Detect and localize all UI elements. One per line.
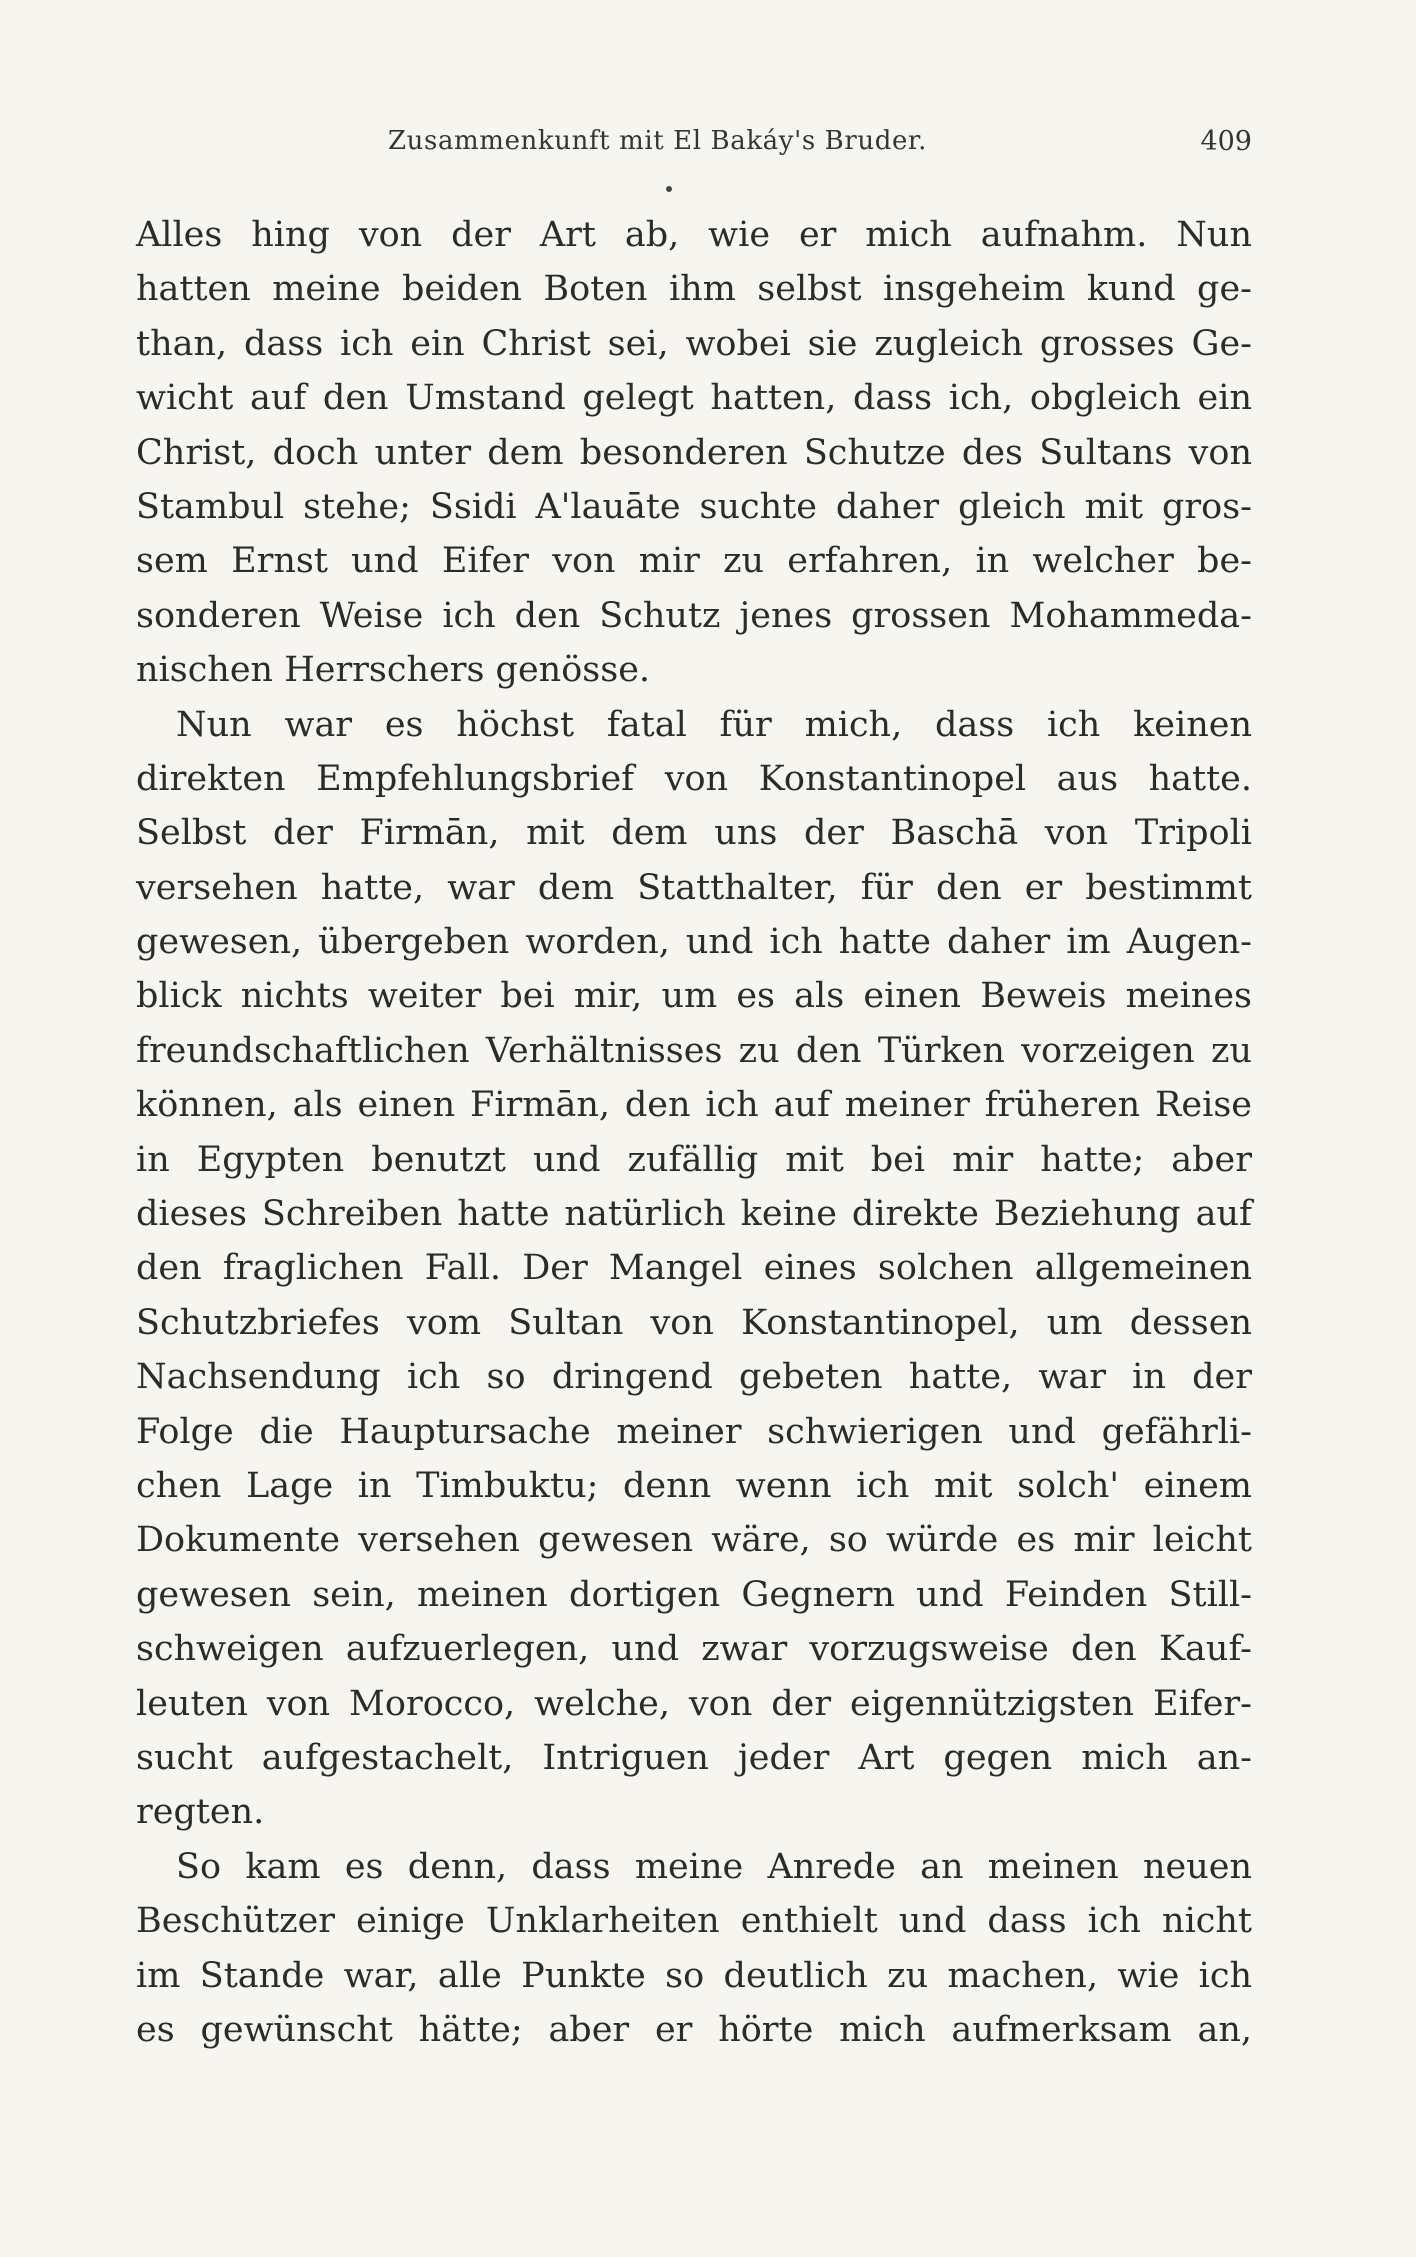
paragraph-start-line: Nun war es höchst fatal für mich, dass ich keinen — [176, 704, 1252, 745]
text-line: nischen Herrschers genösse. — [136, 650, 651, 691]
text-line: Nachsendung ich so dringend gebeten hatte, war in der — [136, 1357, 1252, 1398]
text-line: sem Ernst und Eifer von mir zu erfahren, in welcher be- — [136, 541, 1252, 582]
text-line: Folge die Hauptursache meiner schwierigen und gefährli- — [136, 1411, 1252, 1452]
text-line: Dokumente versehen gewesen wäre, so würde es mir leicht — [136, 1520, 1252, 1561]
text-line: in Egypten benutzt und zufällig mit bei mir hatte; aber — [136, 1139, 1252, 1180]
text-line: können, als einen Firmān, den ich auf meiner früheren Reise — [136, 1085, 1252, 1126]
paragraph-start-line: So kam es denn, dass meine Anrede an meinen neuen — [176, 1846, 1252, 1887]
text-line: leuten von Morocco, welche, von der eigennützigsten Eifer- — [136, 1683, 1252, 1724]
body-text — [136, 208, 1252, 2057]
text-line: Selbst der Firmān, mit dem uns der Baschā von Tripoli — [136, 813, 1252, 854]
text-line: wicht auf den Umstand gelegt hatten, dass ich, obgleich ein — [136, 378, 1252, 419]
text-line: chen Lage in Timbuktu; denn wenn ich mit solch' einem — [136, 1465, 1252, 1506]
text-line: freundschaftlichen Verhältnisses zu den Türken vorzeigen zu — [136, 1030, 1252, 1071]
text-line: es gewünscht hätte; aber er hörte mich aufmerksam an, — [136, 2009, 1252, 2050]
text-line: schweigen aufzuerlegen, und zwar vorzugsweise den Kauf- — [136, 1629, 1252, 1670]
text-line: sonderen Weise ich den Schutz jenes grossen Mohammeda- — [136, 595, 1252, 636]
text-line: gewesen sein, meinen dortigen Gegnern und Feinden Still- — [136, 1574, 1252, 1615]
text-line: sucht aufgestachelt, Intriguen jeder Art gegen mich an- — [136, 1737, 1252, 1778]
text-line: direkten Empfehlungsbrief von Konstantinopel aus hatte. — [136, 758, 1252, 799]
text-line: im Stande war, alle Punkte so deutlich zu machen, wie ich — [136, 1955, 1252, 1996]
running-head-title: Zusammenkunft mit El Bakáy's Bruder. — [388, 126, 927, 156]
text-line: Stambul stehe; Ssidi A'lauāte suchte daher gleich mit gros- — [136, 486, 1252, 527]
text-line: versehen hatte, war dem Statthalter, für den er bestimmt — [136, 867, 1252, 908]
text-line: than, dass ich ein Christ sei, wobei sie zugleich grosses Ge- — [136, 323, 1252, 364]
text-line: Beschützer einige Unklarheiten enthielt und dass ich nicht — [136, 1901, 1252, 1942]
text-line: Alles hing von der Art ab, wie er mich aufnahm. Nun — [136, 215, 1252, 255]
text-line: dieses Schreiben hatte natürlich keine direkte Beziehung auf — [136, 1194, 1252, 1235]
text-line: regten. — [136, 1792, 265, 1833]
page-number: 409 — [1200, 126, 1252, 157]
text-line: Schutzbriefes vom Sultan von Konstantinopel, um dessen — [136, 1302, 1252, 1343]
text-line: Christ, doch unter dem besonderen Schutze des Sultans von — [136, 432, 1252, 473]
ink-speck — [666, 186, 672, 192]
text-line: blick nichts weiter bei mir, um es als einen Beweis meines — [136, 976, 1252, 1017]
text-line: gewesen, übergeben worden, und ich hatte daher im Augen- — [136, 922, 1252, 963]
text-line: den fraglichen Fall. Der Mangel eines solchen allgemeinen — [136, 1248, 1252, 1289]
running-head — [148, 126, 1252, 166]
text-line: hatten meine beiden Boten ihm selbst insgeheim kund ge- — [136, 269, 1252, 310]
